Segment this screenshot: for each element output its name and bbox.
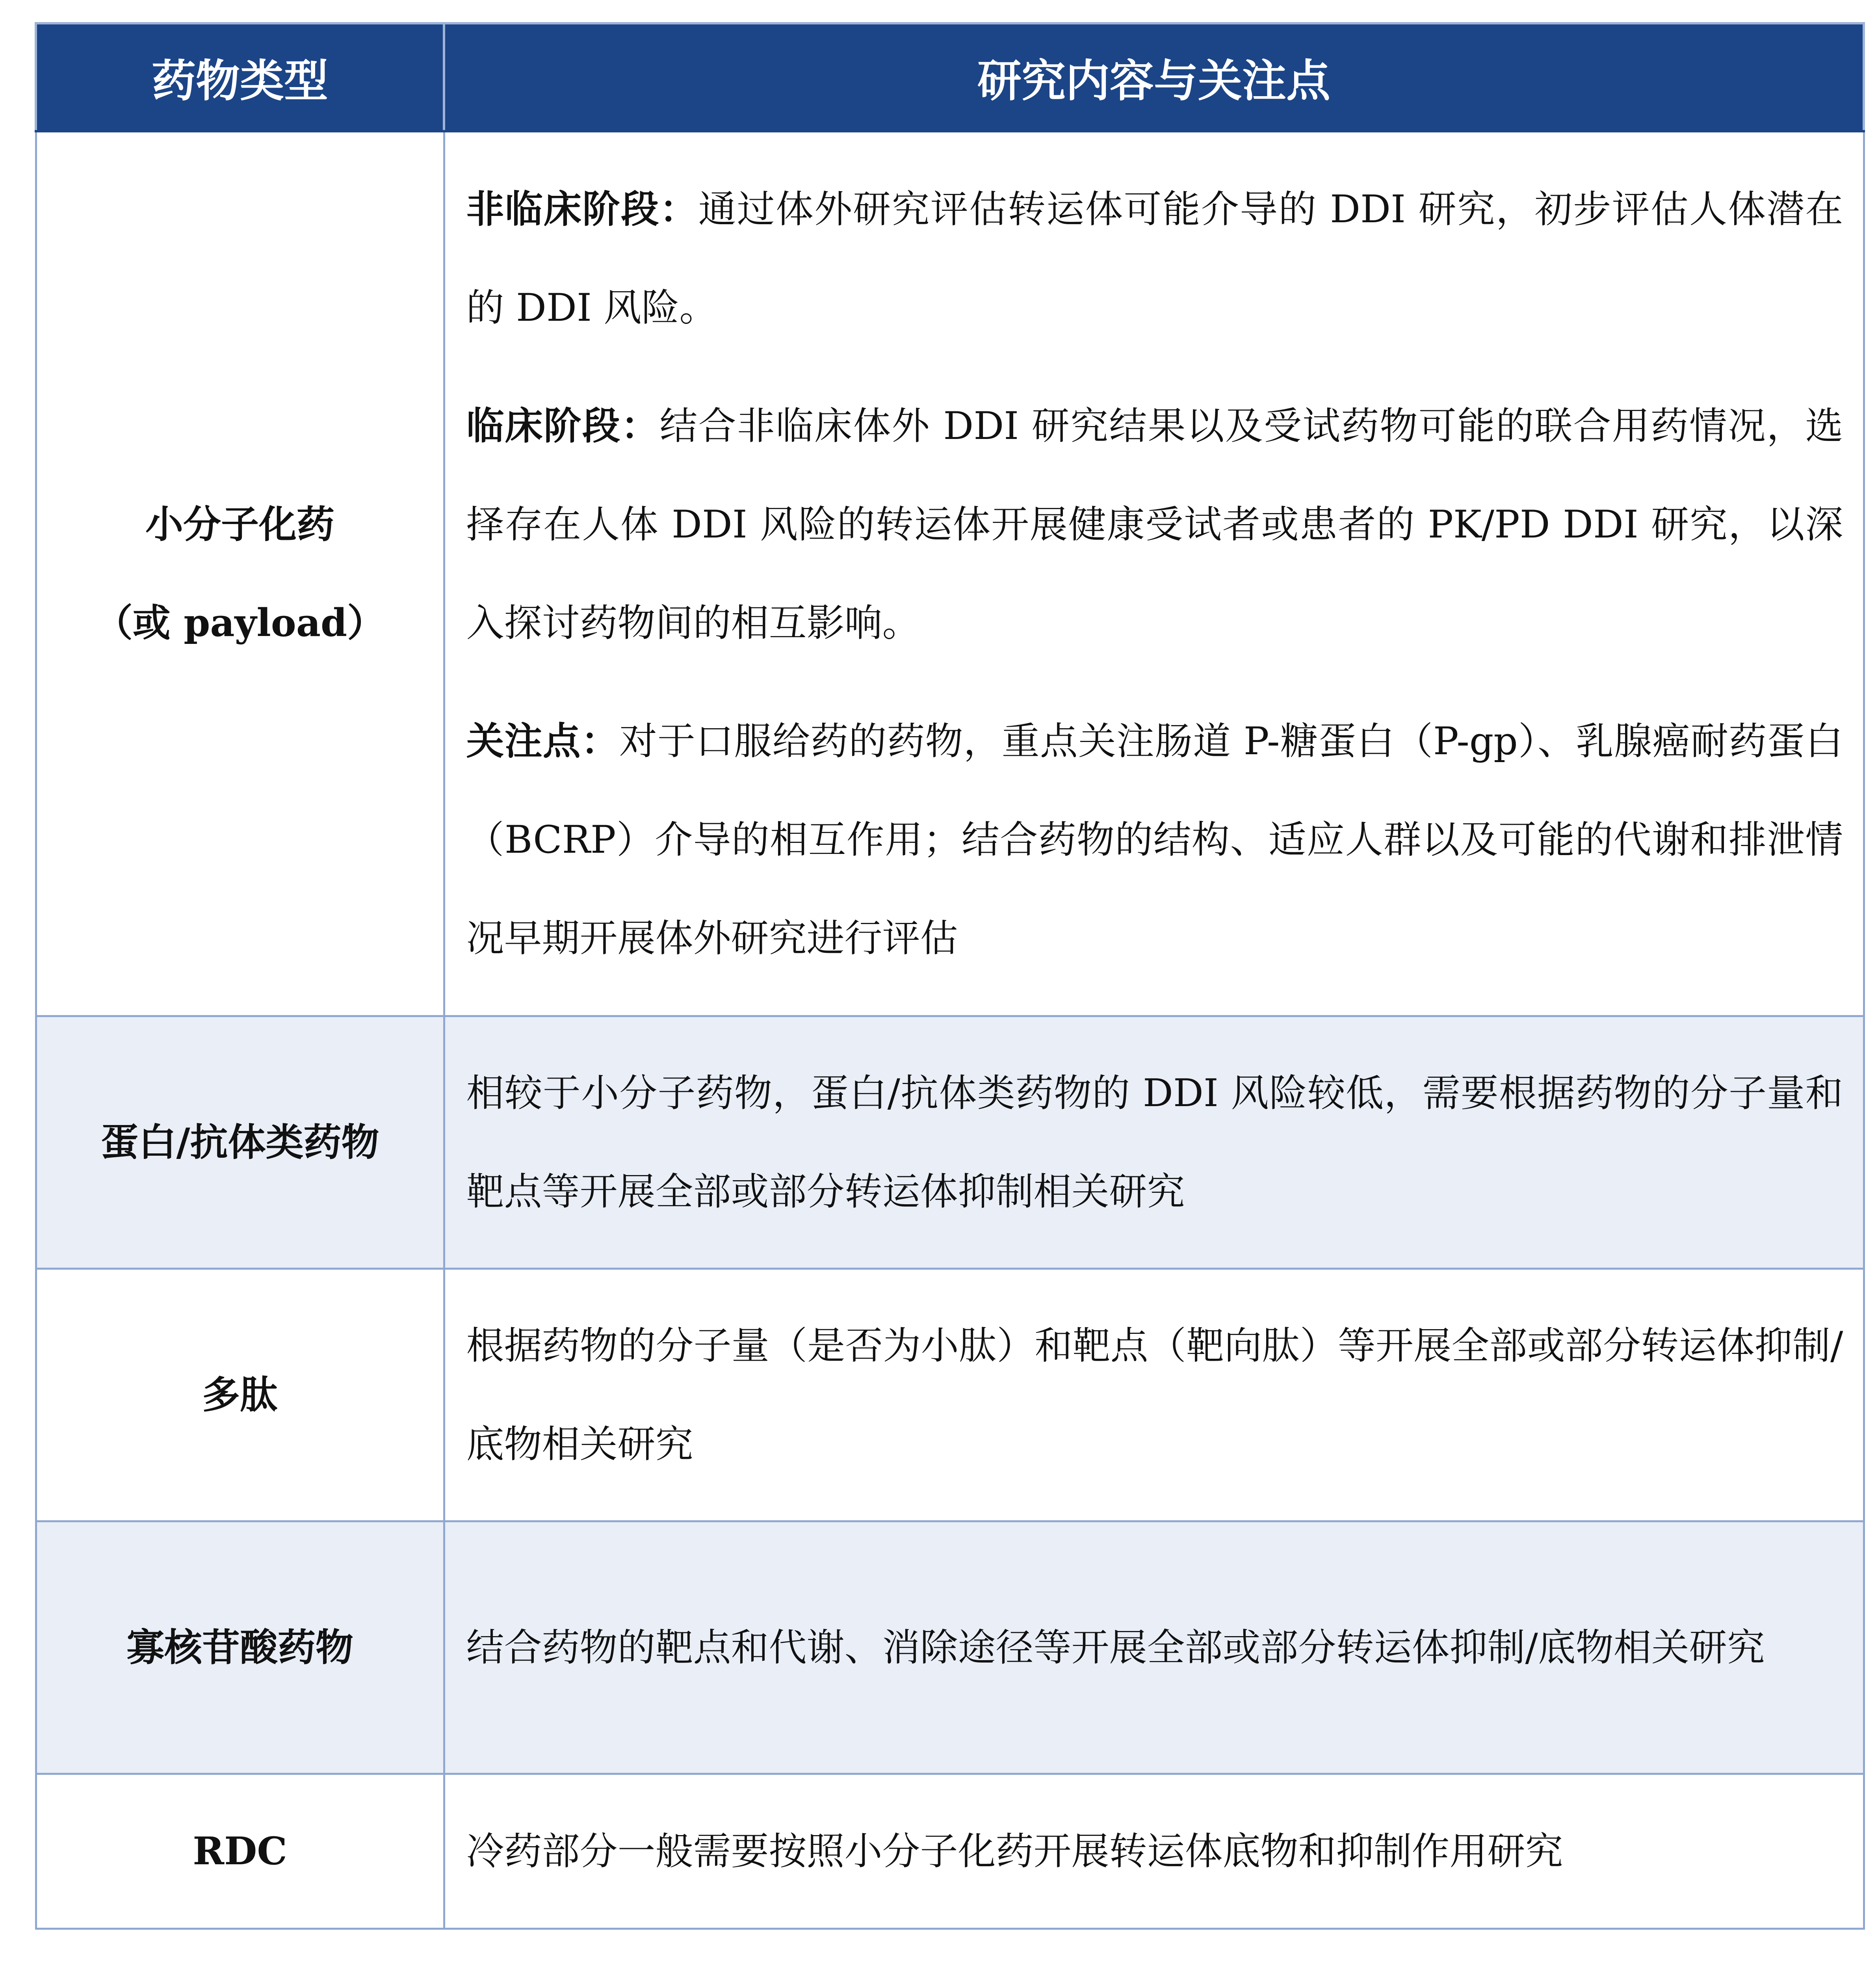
content-paragraph — [466, 692, 1843, 988]
paragraph-text: 通过体外研究评估转运体可能介导的 DDI 研究，初步评估人体潜在的 DDI 风险。 — [466, 187, 1843, 330]
content-paragraph — [466, 377, 1843, 672]
paragraph-text: 结合非临床体外 DDI 研究结果以及受试药物可能的联合用药情况，选择存在人体 DDI 风险的转运体开展健康受试者或患者的 PK/PD DDI 研究，以深入探讨药物间的相互影响。 — [466, 404, 1843, 645]
content-paragraph: 结合药物的靶点和代谢、消除途径等开展全部或部分转运体抑制/底物相关研究 — [466, 1625, 1765, 1670]
drug-type-label: 小分子化药 — [145, 502, 334, 547]
content-paragraph: 冷药部分一般需要按照小分子化药开展转运体底物和抑制作用研究 — [466, 1829, 1563, 1873]
paragraph-text: 对于口服给药的药物，重点关注肠道 P-糖蛋白（P-gp）、乳腺癌耐药蛋白（BCRP）介导的相互作用；结合药物的结构、适应人群以及可能的代谢和排泄情况早期开展体外研究进行评估 — [466, 719, 1843, 960]
table-header-row — [36, 23, 1864, 131]
header-drug-type: 药物类型 — [36, 23, 444, 131]
table-row — [36, 1016, 1864, 1269]
drug-type-label: 蛋白/抗体类药物 — [100, 1120, 379, 1164]
header-research-content: 研究内容与关注点 — [444, 23, 1864, 131]
drug-type-cell — [36, 1269, 444, 1521]
research-content-cell — [444, 1269, 1864, 1521]
table-row — [36, 131, 1864, 1016]
drug-type-table — [35, 22, 1865, 1930]
drug-type-cell — [36, 1016, 444, 1269]
drug-type-sublabel: （或 payload） — [95, 601, 385, 645]
table-row — [36, 1521, 1864, 1774]
table-row — [36, 1269, 1864, 1521]
research-content-cell — [444, 131, 1864, 1016]
paragraph-lead: 临床阶段： — [466, 404, 660, 448]
research-content-cell — [444, 1774, 1864, 1929]
content-paragraph — [466, 160, 1843, 357]
table-row — [36, 1774, 1864, 1929]
research-content-cell — [444, 1521, 1864, 1774]
drug-type-cell — [36, 1774, 444, 1929]
drug-type-label: 寡核苷酸药物 — [126, 1625, 353, 1670]
drug-type-cell — [36, 1521, 444, 1774]
paragraph-lead: 非临床阶段： — [466, 187, 698, 231]
drug-type-label: RDC — [193, 1829, 287, 1873]
drug-type-cell — [36, 131, 444, 1016]
paragraph-lead: 关注点： — [466, 719, 619, 763]
content-paragraph: 相较于小分子药物，蛋白/抗体类药物的 DDI 风险较低，需要根据药物的分子量和靶点等开展全部或部分转运体抑制相关研究 — [466, 1071, 1843, 1214]
drug-type-label: 多肽 — [202, 1372, 278, 1417]
research-content-cell — [444, 1016, 1864, 1269]
content-paragraph: 根据药物的分子量（是否为小肽）和靶点（靶向肽）等开展全部或部分转运体抑制/底物相关研究 — [466, 1324, 1843, 1466]
